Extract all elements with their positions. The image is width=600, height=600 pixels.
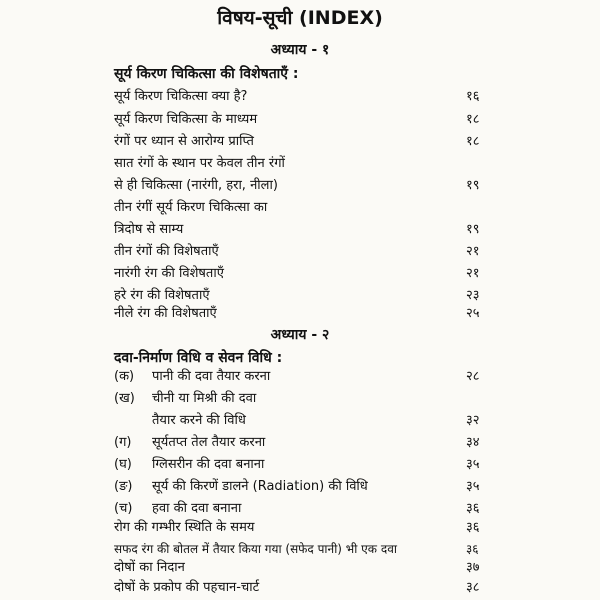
entry-page: १९ <box>466 222 480 237</box>
index-entry <box>114 86 494 108</box>
entry-page: २५ <box>466 306 480 321</box>
entry-page: १८ <box>466 112 480 127</box>
entry-label: दोषों का निदान <box>114 560 185 575</box>
entry-page: १९ <box>466 178 480 193</box>
entry-page: २१ <box>466 244 480 259</box>
index-entry <box>114 241 494 263</box>
entry-number: (घ) <box>114 457 132 472</box>
index-entry <box>114 109 494 131</box>
index-entry <box>114 175 494 197</box>
entry-label: सूर्य किरण चिकित्सा क्या है? <box>114 89 248 104</box>
index-entry <box>114 557 494 579</box>
chapter-1-section-title: सूर्य किरण चिकित्सा की विशेषताएँ : <box>114 66 299 82</box>
entry-label: हवा की दवा बनाना <box>152 501 242 516</box>
entry-label: नीले रंग की विशेषताएँ <box>114 306 217 321</box>
entry-page: ३७ <box>466 560 480 575</box>
entry-label: ग्लिसरीन की दवा बनाना <box>152 457 265 472</box>
entry-number: (ङ) <box>114 479 133 494</box>
page-title: विषय-सूची (INDEX) <box>217 7 383 29</box>
entry-page: ३८ <box>466 580 480 595</box>
entry-label: सूर्य किरण चिकित्सा के माध्यम <box>114 112 258 127</box>
entry-page: १६ <box>466 89 480 104</box>
index-entry <box>114 303 494 325</box>
entry-number: (च) <box>114 501 133 516</box>
entry-label: तीन रंगों की विशेषताएँ <box>114 244 219 259</box>
index-entry <box>114 263 494 285</box>
chapter-1-heading: अध्याय - १ <box>270 42 330 58</box>
index-entry <box>114 388 494 410</box>
entry-page: २१ <box>466 266 480 281</box>
entry-number: (क) <box>114 369 135 384</box>
entry-label: रोग की गम्भीर स्थिति के समय <box>114 520 255 535</box>
entry-number: (ग) <box>114 435 132 450</box>
entry-label: रंगों पर ध्यान से आरोग्य प्राप्ति <box>114 134 254 149</box>
entry-page: १८ <box>466 134 480 149</box>
index-entry <box>114 410 494 432</box>
index-entry <box>114 476 494 498</box>
index-entry <box>114 366 494 388</box>
entry-page: ३५ <box>466 457 480 472</box>
entry-page: २३ <box>466 288 480 303</box>
index-entry <box>114 197 494 219</box>
entry-label: पानी की दवा तैयार करना <box>152 369 271 384</box>
index-entry <box>114 219 494 241</box>
index-entry <box>114 577 494 599</box>
entry-label: त्रिदोष से साम्य <box>114 222 184 237</box>
entry-label: चीनी या मिश्री की दवा <box>152 391 257 406</box>
entry-label: से ही चिकित्सा (नारंगी, हरा, नीला) <box>114 178 278 193</box>
entry-label: सफद रंग की बोतल में तैयार किया गया (सफेद पानी) भी एक दवा <box>114 542 397 556</box>
entry-page: २८ <box>466 369 480 384</box>
entry-label: हरे रंग की विशेषताएँ <box>114 288 210 303</box>
chapter-2-heading: अध्याय - २ <box>270 327 330 343</box>
entry-page: ३६ <box>466 501 480 516</box>
entry-label: सात रंगों के स्थान पर केवल तीन रंगों <box>114 156 285 171</box>
index-entry <box>114 153 494 175</box>
entry-label: तैयार करने की विधि <box>152 413 246 428</box>
index-entry <box>114 454 494 476</box>
entry-label: सूर्यतप्त तेल तैयार करना <box>152 435 266 450</box>
index-entry <box>114 517 494 539</box>
entry-page: ३६ <box>466 520 480 535</box>
entry-label: नारंगी रंग की विशेषताएँ <box>114 266 224 281</box>
index-entry <box>114 131 494 153</box>
entry-page: ३६ <box>466 542 479 556</box>
index-entry <box>114 432 494 454</box>
chapter-2-section-title: दवा-निर्माण विधि व सेवन विधि : <box>114 350 283 366</box>
entry-label: सूर्य की किरणें डालने (Radiation) की विधि <box>152 479 368 494</box>
entry-number: (ख) <box>114 391 135 406</box>
entry-label: दोषों के प्रकोप की पहचान-चार्ट <box>114 580 260 595</box>
entry-label: तीन रंगीं सूर्य किरण चिकित्सा का <box>114 200 268 215</box>
entry-page: ३२ <box>466 413 480 428</box>
entry-page: ३५ <box>466 479 480 494</box>
entry-page: ३४ <box>466 435 480 450</box>
